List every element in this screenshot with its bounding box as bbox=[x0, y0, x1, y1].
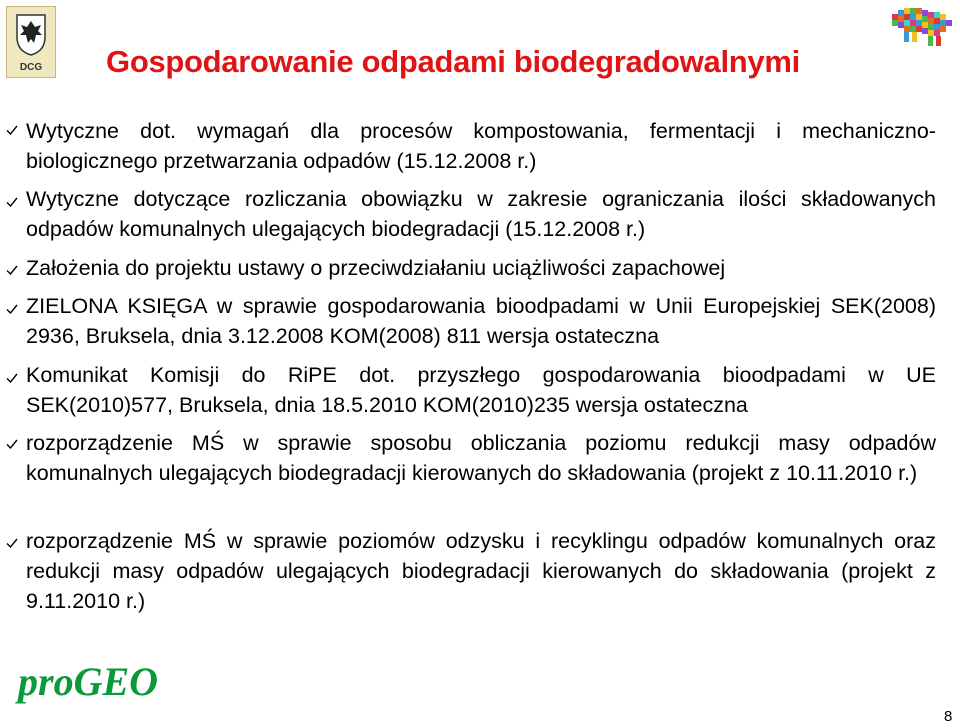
progeo-logo: proGEO bbox=[18, 659, 159, 704]
list-item-text: Komunikat Komisji do RiPE dot. przyszłego gospodarowania bioodpadami w UE SEK(2010)577, Bruksela, dnia 18.5.2010 KOM(2010)235 wersja ostateczna bbox=[26, 363, 936, 417]
dcg-label: DCG bbox=[19, 62, 43, 73]
page-title: Gospodarowanie odpadami biodegradowalnymi bbox=[106, 44, 800, 79]
checkmark-icon bbox=[5, 371, 19, 385]
checkmark-icon bbox=[5, 536, 19, 550]
list-item-text: Wytyczne dotyczące rozliczania obowiązku w zakresie ograniczania ilości składowanych odpadów komunalnych ulegających biodegradacji (15.12.2008 r.) bbox=[26, 187, 936, 241]
list-item-text: Założenia do projektu ustawy o przeciwdziałaniu uciążliwości zapachowej bbox=[26, 256, 726, 280]
checkmark-icon bbox=[5, 123, 19, 137]
list-item-text: rozporządzenie MŚ w sprawie sposobu obliczania poziomu redukcji masy odpadów komunalnych ulegających biodegradacji kierowanych do składowania (projekt z 10.11.2010 r.) bbox=[26, 431, 936, 485]
list-item-text: rozporządzenie MŚ w sprawie poziomów odzysku i recyklingu odpadów komunalnych oraz redukcji masy odpadów ulegających biodegradacji kierowanych do składowania (projekt z 9.11.2010 r.) bbox=[26, 529, 936, 613]
checkmark-icon bbox=[5, 195, 19, 209]
checkmark-icon bbox=[5, 263, 19, 277]
checkmark-icon bbox=[5, 437, 19, 451]
list-item-text: Wytyczne dot. wymagań dla procesów kompostowania, fermentacji i mechaniczno-biologicznego przetwarzania odpadów (15.12.2008 r.) bbox=[26, 119, 936, 173]
list-item-text: ZIELONA KSIĘGA w sprawie gospodarowania bioodpadami w Unii Europejskiej SEK(2008) 2936, Bruksela, dnia 3.12.2008 KOM(2008) 811 wersja ostateczna bbox=[26, 294, 936, 348]
page-number: 8 bbox=[944, 708, 953, 725]
checkmark-icon bbox=[5, 302, 19, 316]
